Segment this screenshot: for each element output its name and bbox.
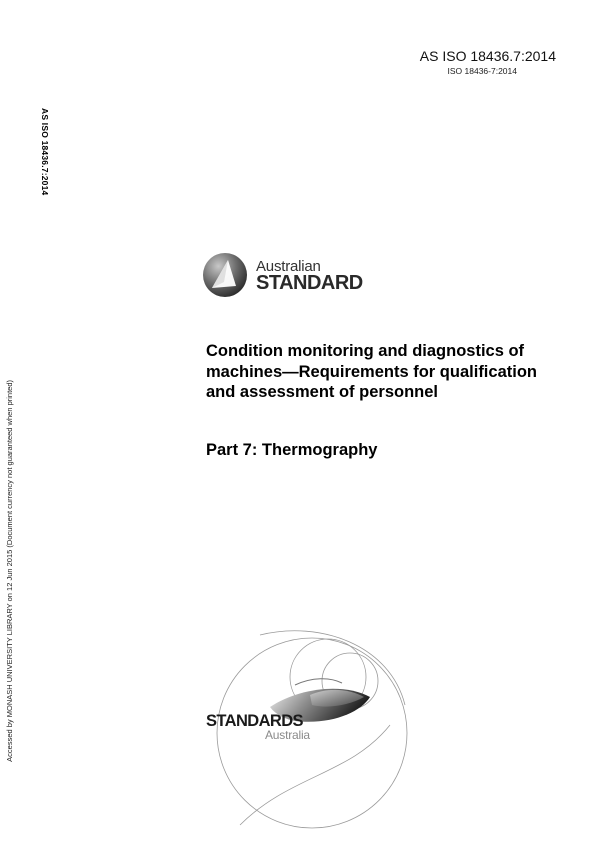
- iso-reference: ISO 18436-7:2014: [447, 66, 517, 76]
- footer-logo-standards: STANDARDS: [206, 712, 303, 730]
- access-notice: Accessed by MONASH UNIVERSITY LIBRARY on 12 Jun 2015 (Document currency not guaranteed when printed): [5, 380, 14, 762]
- logo-text-standard: STANDARD: [256, 272, 363, 294]
- standards-australia-swirl-icon: [200, 625, 430, 845]
- australian-standard-mark-icon: [202, 252, 248, 298]
- footer-logo-australia: Australia: [265, 728, 310, 742]
- australian-standard-logo: [202, 252, 362, 296]
- logo-text-australian: Australian: [256, 258, 321, 275]
- standard-number: AS ISO 18436.7:2014: [419, 48, 556, 64]
- spine-label: AS ISO 18436.7:2014: [40, 108, 50, 196]
- document-part: Part 7: Thermography: [206, 441, 378, 459]
- document-title: Condition monitoring and diagnostics of machines—Requirements for qualification and assessment of personnel: [206, 342, 537, 401]
